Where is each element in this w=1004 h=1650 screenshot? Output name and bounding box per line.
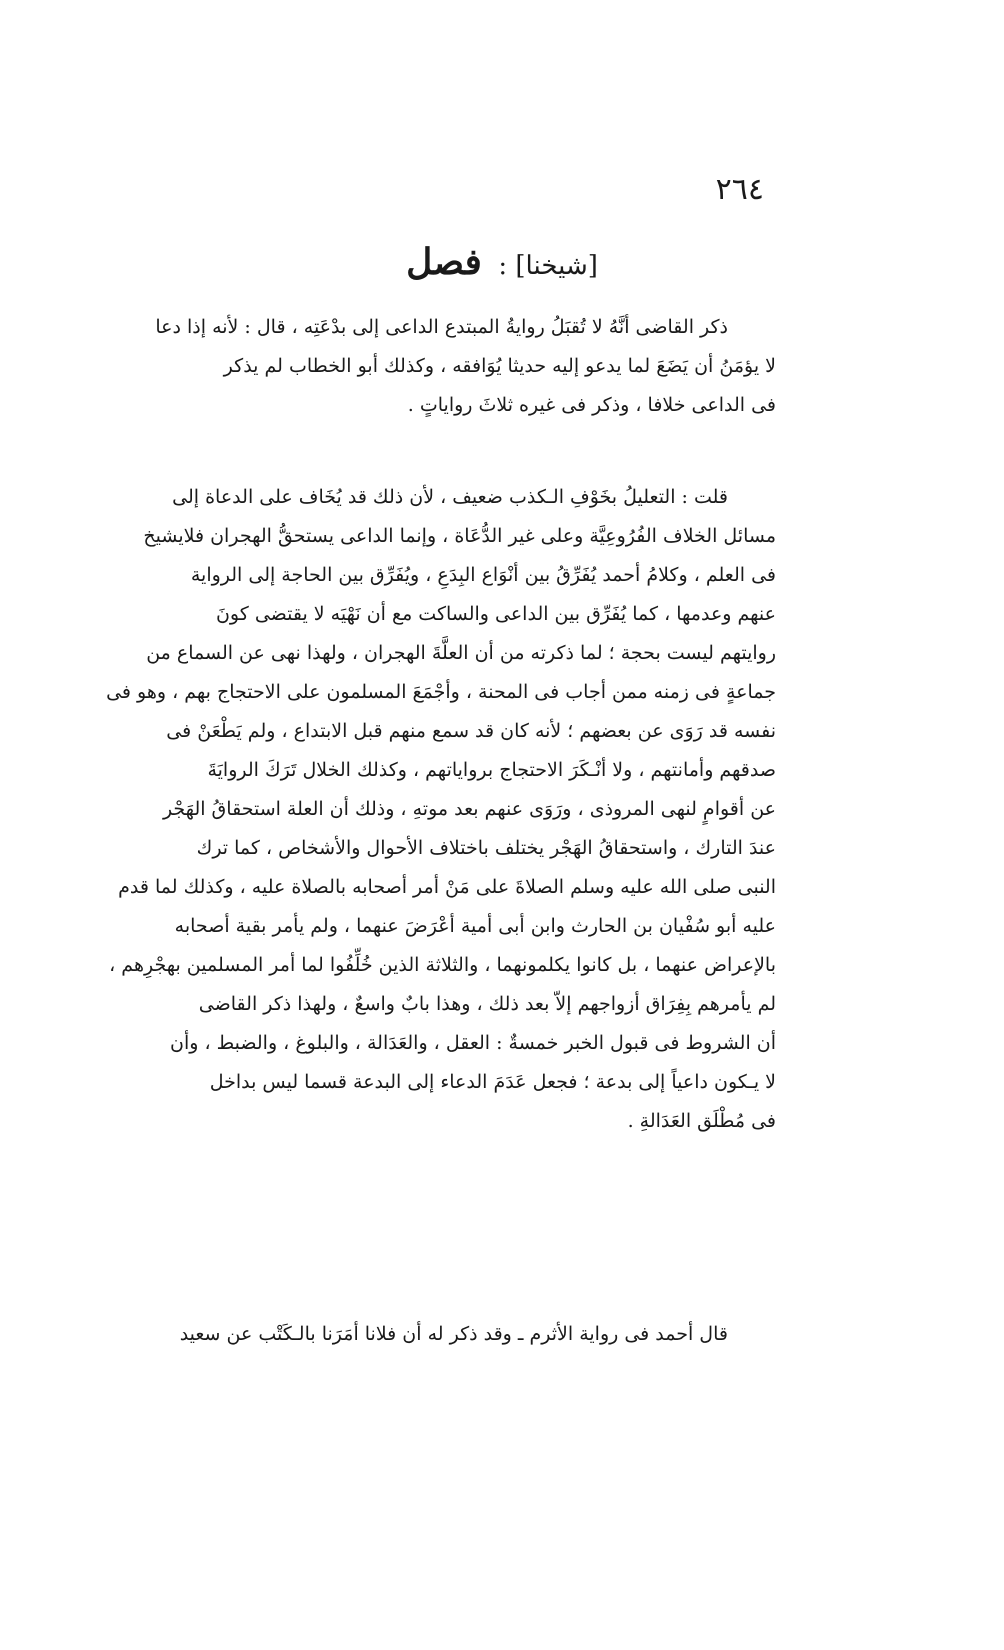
text-line: نفسه قد رَوَى عن بعضهم ؛ لأنه كان قد سمع منهم قبل الابتداع ، ولم يَطْعَنْ فى [166, 720, 776, 742]
text-line: عنهم وعدمها ، كما يُفَرِّق بين الداعى والساكت مع أن نَهْيَه لا يقتضى كونَ [215, 603, 776, 625]
text-line: لم يأمرهم بِفِرَاق أزواجهم إلاّ بعد ذلك ، وهذا بابٌ واسعٌ ، ولهذا ذكر القاضى [198, 993, 776, 1015]
text-line: لا يؤمَنُ أن يَضَعَ لما يدعو إليه حديثا يُوَافقه ، وكذلك أبو الخطاب لم يذكر [223, 355, 776, 377]
text-line: مسائل الخلاف الفُرُوعِيَّة وعلى غير الدُّعَاة ، وإنما الداعى يستحقُّ الهجران فلايشيخ [143, 525, 776, 547]
text-line: النبى صلى الله عليه وسلم الصلاةَ على مَنْ أمر أصحابه بالصلاة عليه ، وكذلك لما قدم [118, 876, 776, 898]
text-line: لا يـكون داعياً إلى بدعة ؛ فجعل عَدَمَ الدعاء إلى البدعة قسما ليس بداخل [209, 1071, 776, 1093]
text-line: فى العلم ، وكلامُ أحمد يُفَرِّقُ بين أنْوَاع البِدَعِ ، ويُفَرِّق بين الحاجة إلى الرواية [190, 564, 776, 586]
text-line: فى الداعى خلافا ، وذكر فى غيره ثلاثَ رواياتٍ . [407, 394, 776, 416]
text-line: فى مُطْلَق العَدَالةِ . [627, 1110, 776, 1132]
paragraph-2 [56, 478, 776, 1141]
text-line: عن أقوامٍ لنهى المروذى ، ورَوَى عنهم بعد موتهِ ، وذلك أن العلة استحقاقُ الهَجْر [162, 798, 776, 820]
heading-bracket-text: [شيخنا] : [498, 251, 598, 281]
text-line: قال أحمد فى رواية الأثرم ـ وقد ذكر له أن فلانا أمَرَنا بالـكَتْب عن سعيد [179, 1323, 728, 1345]
paragraph-1 [56, 308, 776, 425]
text-line: روايتهم ليست بحجة ؛ لما ذكرته من أن العلَّةَ الهجران ، ولهذا نهى عن السماع من [146, 642, 776, 664]
text-line: قلت : التعليلُ بخَوْفِ الـكذب ضعيف ، لأن ذلك قد يُخَاف على الدعاة إلى [172, 486, 728, 508]
text-line: ذكر القاضى أنَّهُ لا تُقبَلُ روايةُ المبتدع الداعى إلى بدْعَتِه ، قال : لأنه إذا دعا [155, 316, 728, 338]
paragraph-3 [56, 1315, 776, 1354]
text-line: عليه أبو سُفْيان بن الحارث وابن أبى أمية أعْرَضَ عنهما ، ولم يأمر بقية أصحابه [174, 915, 776, 937]
section-heading [0, 242, 1004, 286]
text-line: عندَ التارك ، واستحقاقُ الهَجْر يختلف باختلاف الأحوال والأشخاص ، كما ترك [196, 837, 776, 859]
text-line: صدقهم وأمانتهم ، ولا أنْـكَرَ الاحتجاج برواياتهم ، وكذلك الخلال تَرَكَ الروايَةَ [207, 759, 776, 781]
text-line: بالإعراض عنهما ، بل كانوا يكلمونهما ، والثلاثة الذين خُلِّفُوا لما أمر المسلمين بهجْرِهم ، [109, 954, 776, 976]
text-line: جماعةٍ فى زمنه ممن أجاب فى المحنة ، وأجْمَعَ المسلمون على الاحتجاج بهم ، وهو فى [106, 681, 776, 703]
page-number: ٢٦٤ [715, 172, 764, 207]
text-line: أن الشروط فى قبول الخبر خمسةٌ : العقل ، والعَدَالة ، والبلوغ ، والضبط ، وأن [170, 1032, 776, 1054]
heading-title: فصل [406, 241, 482, 283]
